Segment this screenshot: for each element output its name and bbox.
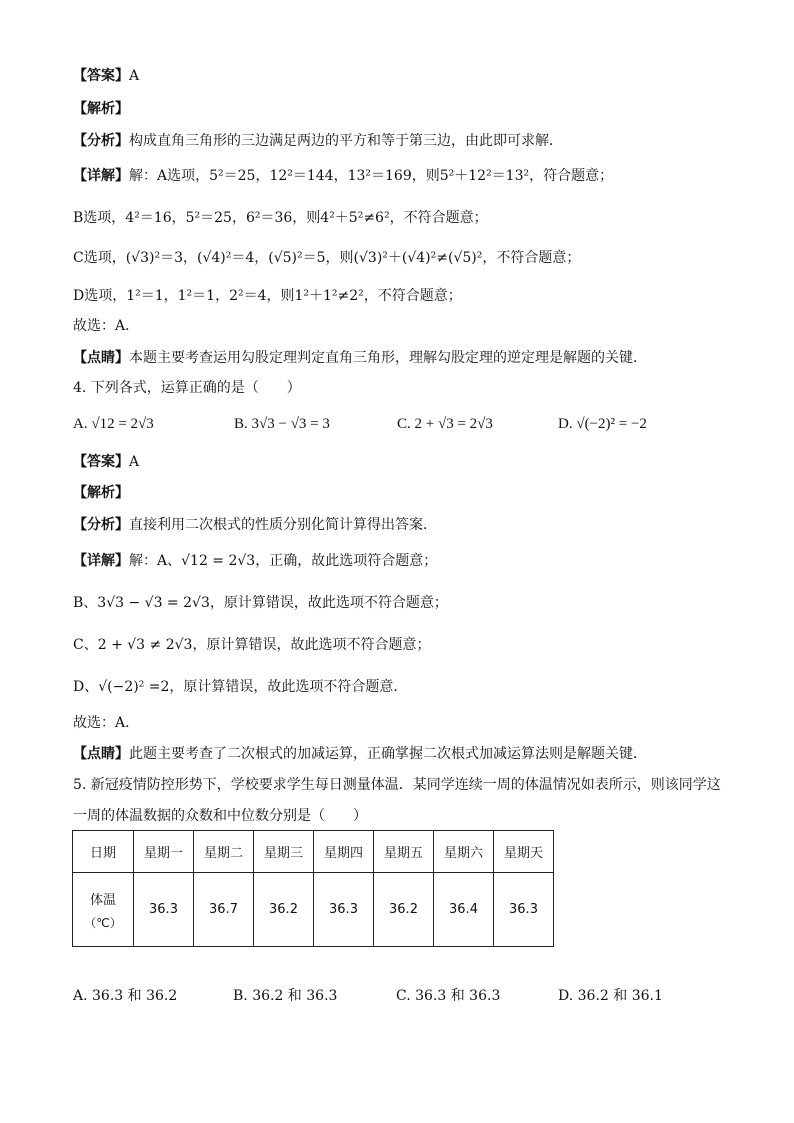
q4-choose: 故选：A． (73, 715, 140, 731)
answer-tag: 【答案】 (73, 454, 129, 470)
q5-option-d: D. 36.2 和 36.1 (558, 988, 663, 1004)
detail-text-a: 解：A、√12 = 2√3，正确，故此选项符合题意； (129, 553, 438, 569)
q3-answer-line (73, 66, 139, 86)
temperature-table (72, 830, 554, 947)
q4-detail-line-c: C、2 + √3 ≠ 2√3，原计算错误，故此选项不符合题意； (73, 637, 431, 653)
q4-option-a: A. √12 = 2√3 (73, 416, 154, 432)
q5-option-c: C. 36.3 和 36.3 (396, 988, 501, 1004)
table-header-cell: 星期二 (194, 831, 254, 873)
q4-option-c: C. 2 + √3 = 2√3 (397, 416, 493, 432)
dianjing-tag: 【点睛】 (73, 350, 129, 366)
q4-option-d: D. √(−2)² = −2 (558, 416, 647, 432)
q5-option-b: B. 36.2 和 36.3 (233, 988, 338, 1004)
table-cell: 36.3 (494, 873, 554, 947)
table-header-cell: 星期四 (314, 831, 374, 873)
table-header-row (73, 831, 554, 873)
detail-text-a: 解：A选项，5²＝25，12²＝144，13²＝169，则5²＋12²＝13²，符合题意； (129, 168, 614, 184)
dianjing-text: 本题主要考查运用勾股定理判定直角三角形，理解勾股定理的逆定理是解题的关键． (129, 350, 647, 366)
fenxi-tag: 【分析】 (73, 517, 129, 533)
q5-option-a: A. 36.3 和 36.2 (73, 988, 178, 1004)
q3-choose: 故选：A． (73, 318, 140, 334)
table-header-cell: 日期 (73, 831, 134, 873)
table-cell: 36.3 (314, 873, 374, 947)
fenxi-text: 直接利用二次根式的性质分别化简计算得出答案． (129, 517, 437, 533)
detail-tag: 【详解】 (73, 168, 129, 184)
table-header-cell: 星期天 (494, 831, 554, 873)
row-label-cell (73, 873, 134, 947)
q4-detail-line-b: B、3√3 − √3 = 2√3，原计算错误，故此选项不符合题意； (73, 595, 448, 611)
table-header-cell: 星期一 (134, 831, 194, 873)
fenxi-text: 构成直角三角形的三边满足两边的平方和等于第三边，由此即可求解． (129, 133, 563, 149)
table-cell: 36.7 (194, 873, 254, 947)
q4-answer-line (73, 452, 139, 472)
q4-dianjing-line (73, 744, 647, 764)
q3-detail-line-c: C选项，(√3)²＝3，(√4)²＝4，(√5)²＝5，则(√3)²＋(√4)²≠(√5)²，不符合题意； (73, 250, 581, 266)
q4-analysis-tag: 【解析】 (73, 485, 129, 501)
dianjing-tag: 【点睛】 (73, 746, 129, 762)
detail-tag: 【详解】 (73, 553, 129, 569)
q3-fenxi-line (73, 131, 563, 151)
q5-stem-line-1: 5. 新冠疫情防控形势下，学校要求学生每日测量体温．某同学连续一周的体温情况如表所示，则该同学这 (73, 777, 721, 793)
table-cell: 36.3 (134, 873, 194, 947)
dianjing-text: 此题主要考查了二次根式的加减运算，正确掌握二次根式加减运算法则是解题关键． (129, 746, 647, 762)
row-label-line-1: 体温 (89, 892, 116, 908)
q4-detail-line-a (73, 551, 437, 571)
answer-value: A (129, 454, 140, 470)
q3-analysis-tag: 【解析】 (73, 101, 129, 117)
table-cell: 36.2 (254, 873, 314, 947)
table-header-cell: 星期六 (434, 831, 494, 873)
q4-option-b: B. 3√3 − √3 = 3 (234, 416, 330, 432)
row-label-line-2: （℃） (84, 915, 122, 930)
table-row (73, 873, 554, 947)
q3-detail-line-a (73, 166, 613, 186)
q4-detail-line-d: D、√(−2)² =2，原计算错误，故此选项不符合题意． (73, 679, 408, 695)
q3-detail-line-b: B选项，4²＝16，5²＝25，6²＝36，则4²＋5²≠6²，不符合题意； (73, 210, 488, 226)
table-header-cell: 星期五 (374, 831, 434, 873)
q3-dianjing-line (73, 348, 647, 368)
q5-stem-line-2: 一周的体温数据的众数和中位数分别是（ ） (73, 808, 367, 824)
answer-value: A (129, 68, 140, 84)
q4-stem: 4. 下列各式，运算正确的是（ ） (73, 380, 301, 396)
q3-detail-line-d: D选项，1²＝1，1²＝1，2²＝4，则1²＋1²≠2²，不符合题意； (73, 288, 462, 304)
answer-tag: 【答案】 (73, 68, 129, 84)
table-header-cell: 星期三 (254, 831, 314, 873)
table-cell: 36.4 (434, 873, 494, 947)
table-cell: 36.2 (374, 873, 434, 947)
q4-fenxi-line (73, 515, 437, 535)
fenxi-tag: 【分析】 (73, 133, 129, 149)
